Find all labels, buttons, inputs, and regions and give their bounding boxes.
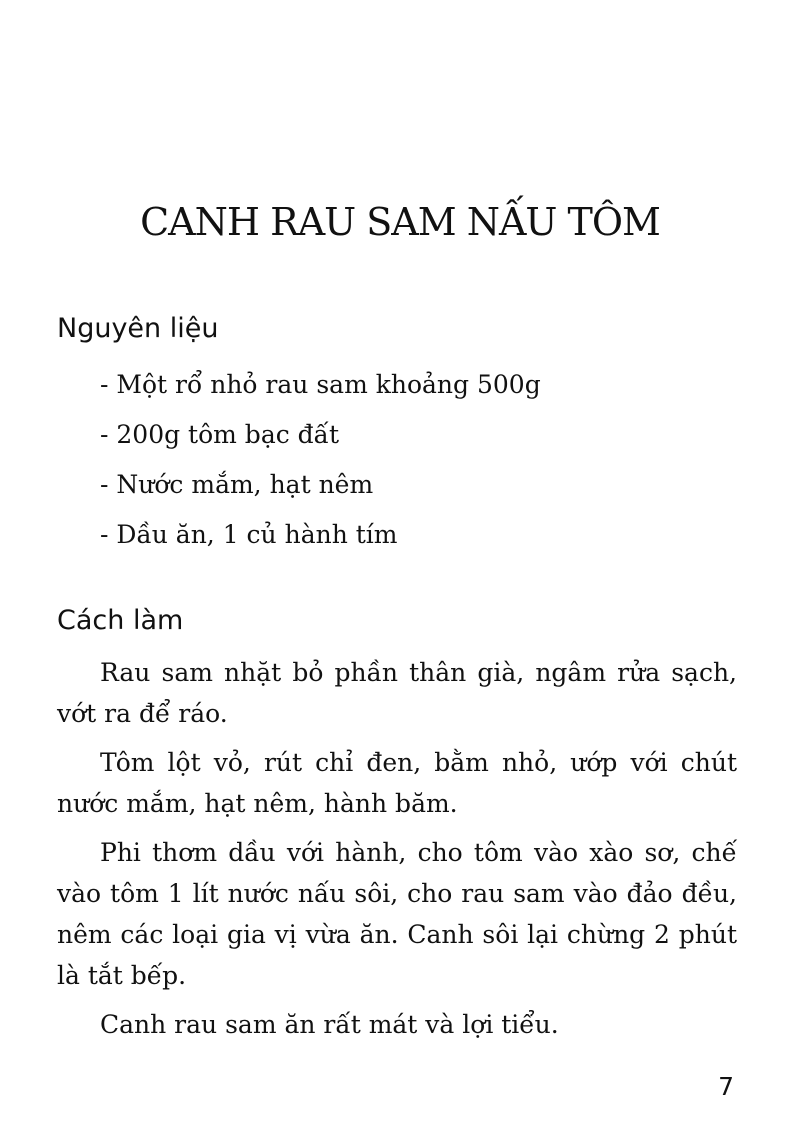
method-paragraph: Rau sam nhặt bỏ phần thân già, ngâm rửa sạch, vớt ra để ráo.	[57, 658, 737, 728]
page-title: CANH RAU SAM NẤU TÔM	[140, 200, 660, 244]
ingredients-heading: Nguyên liệu	[57, 313, 219, 344]
ingredient-item: - 200g tôm bạc đất	[100, 420, 340, 449]
ingredient-item: - Dầu ăn, 1 củ hành tím	[100, 520, 398, 549]
method-heading: Cách làm	[57, 605, 184, 636]
ingredient-item: - Một rổ nhỏ rau sam khoảng 500g	[100, 370, 541, 399]
page-number: 7	[718, 1072, 734, 1101]
method-text	[57, 652, 737, 1053]
ingredient-item: - Nước mắm, hạt nêm	[100, 470, 374, 499]
method-paragraph: Tôm lột vỏ, rút chỉ đen, bằm nhỏ, ướp với chút nước mắm, hạt nêm, hành băm.	[57, 748, 737, 818]
ingredients-list	[100, 360, 541, 560]
method-paragraph: Canh rau sam ăn rất mát và lợi tiểu.	[100, 1010, 559, 1039]
method-paragraph: Phi thơm dầu với hành, cho tôm vào xào sơ, chế vào tôm 1 lít nước nấu sôi, cho rau sam vào đảo đều, nêm các loại gia vị vừa ăn. Canh sôi lại chừng 2 phút là tắt bếp.	[57, 838, 737, 990]
